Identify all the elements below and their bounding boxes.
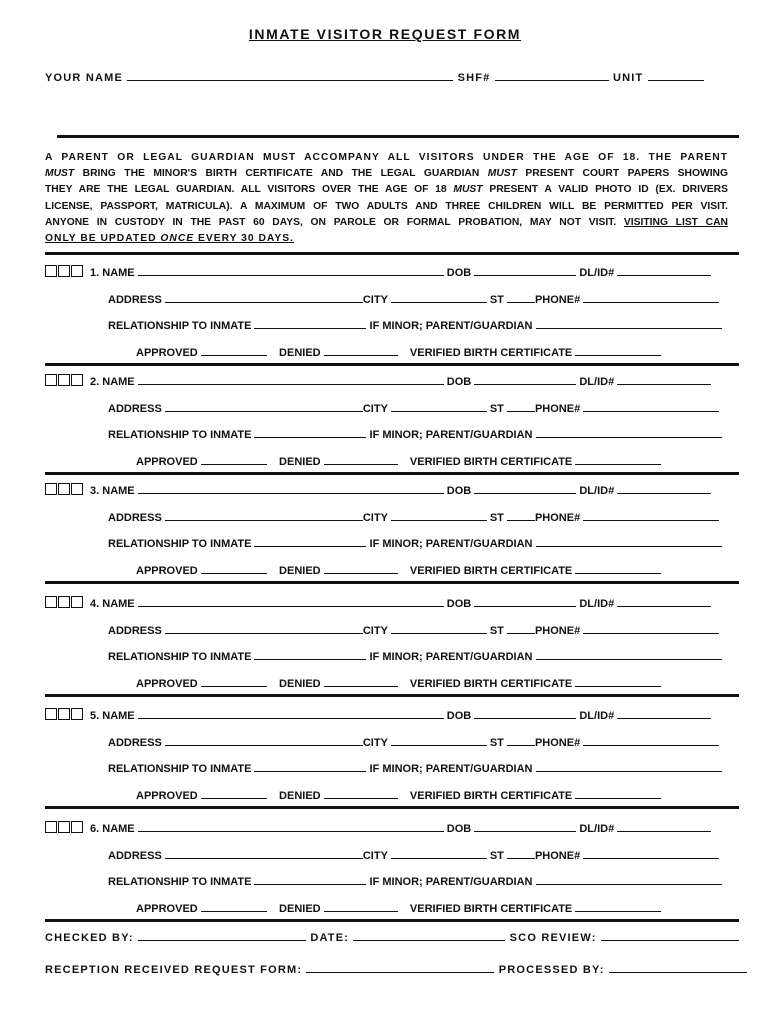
visitor-number: 6. — [90, 823, 100, 835]
address-label: ADDRESS — [108, 294, 162, 306]
relationship-field[interactable] — [254, 318, 366, 329]
relationship-field[interactable] — [254, 427, 366, 438]
verified-birth-certificate-label: VERIFIED BIRTH CERTIFICATE — [409, 790, 573, 802]
dob-label: DOB — [446, 376, 472, 388]
visitor-relationship-row — [108, 536, 722, 550]
visitor-name-row — [45, 374, 711, 388]
section-divider — [45, 581, 739, 584]
city-label: CITY — [362, 625, 388, 637]
checkbox[interactable] — [45, 374, 57, 386]
visitor-address-row — [108, 401, 719, 415]
address-field[interactable] — [165, 735, 363, 746]
city-label: CITY — [362, 850, 388, 862]
relationship-label: RELATIONSHIP TO INMATE — [108, 651, 252, 663]
city-field[interactable] — [391, 292, 487, 303]
checkbox[interactable] — [58, 483, 70, 495]
phone-label: PHONE# — [534, 850, 581, 862]
address-field[interactable] — [165, 623, 363, 634]
checkbox[interactable] — [71, 708, 83, 720]
city-label: CITY — [362, 737, 388, 749]
denied-field[interactable] — [324, 676, 398, 687]
st-field[interactable] — [507, 623, 535, 634]
phone-label: PHONE# — [534, 403, 581, 415]
address-label: ADDRESS — [108, 737, 162, 749]
name-field[interactable] — [138, 708, 444, 719]
address-label: ADDRESS — [108, 625, 162, 637]
name-label: NAME — [102, 823, 135, 835]
checkbox[interactable] — [71, 374, 83, 386]
section-divider — [45, 363, 739, 366]
verified-field[interactable] — [575, 345, 661, 356]
approved-label: APPROVED — [136, 678, 198, 690]
visitor-address-row — [108, 735, 719, 749]
denied-field[interactable] — [324, 345, 398, 356]
visitor-status-row — [136, 345, 661, 359]
shf-field[interactable] — [495, 70, 609, 81]
reception-field[interactable] — [306, 962, 494, 973]
name-label: NAME — [102, 710, 135, 722]
dob-field[interactable] — [474, 374, 576, 385]
dob-field[interactable] — [474, 708, 576, 719]
name-label: NAME — [102, 267, 135, 279]
city-label: CITY — [362, 294, 388, 306]
st-label: ST — [489, 625, 504, 637]
dlid-field[interactable] — [617, 821, 711, 832]
verified-birth-certificate-label: VERIFIED BIRTH CERTIFICATE — [409, 678, 573, 690]
st-field[interactable] — [507, 735, 535, 746]
your-name-label: YOUR NAME — [45, 72, 124, 84]
address-field[interactable] — [165, 848, 363, 859]
divider — [57, 135, 739, 138]
notice-line — [45, 199, 728, 215]
parent-guardian-field[interactable] — [536, 874, 722, 885]
st-field[interactable] — [507, 292, 535, 303]
st-label: ST — [489, 294, 504, 306]
approved-field[interactable] — [201, 345, 267, 356]
visitor-status-row — [136, 563, 661, 577]
visitor-name-row — [45, 265, 711, 279]
city-field[interactable] — [391, 510, 487, 521]
status-checkboxes — [45, 374, 84, 388]
city-label: CITY — [362, 403, 388, 415]
approved-field[interactable] — [201, 454, 267, 465]
dob-label: DOB — [446, 710, 472, 722]
visitor-relationship-row — [108, 318, 722, 332]
visitor-status-row — [136, 454, 661, 468]
notice-text: ANYONE IN CUSTODY IN THE PAST 60 DAYS, ON PAROLE OR FORMAL PROBATION, MAY NOT VISIT. — [45, 216, 624, 228]
approved-field[interactable] — [201, 788, 267, 799]
verified-field[interactable] — [575, 676, 661, 687]
city-field[interactable] — [391, 735, 487, 746]
visitor-relationship-row — [108, 761, 722, 775]
name-label: NAME — [102, 485, 135, 497]
status-checkboxes — [45, 821, 84, 835]
checkbox[interactable] — [45, 483, 57, 495]
footer-row-2 — [45, 962, 747, 976]
dob-label: DOB — [446, 598, 472, 610]
address-field[interactable] — [165, 510, 363, 521]
visitor-relationship-row — [108, 874, 722, 888]
dlid-field[interactable] — [617, 596, 711, 607]
st-label: ST — [489, 850, 504, 862]
date-label: DATE: — [310, 932, 350, 944]
relationship-field[interactable] — [254, 536, 366, 547]
st-field[interactable] — [507, 848, 535, 859]
phone-field[interactable] — [583, 510, 719, 521]
dob-label: DOB — [446, 267, 472, 279]
visitor-number: 4. — [90, 598, 100, 610]
checkbox[interactable] — [45, 821, 57, 833]
visitor-number: 2. — [90, 376, 100, 388]
denied-field[interactable] — [324, 901, 398, 912]
verified-birth-certificate-label: VERIFIED BIRTH CERTIFICATE — [409, 347, 573, 359]
checkbox[interactable] — [71, 265, 83, 277]
denied-label: DENIED — [279, 790, 321, 802]
unit-label: UNIT — [613, 72, 644, 84]
status-checkboxes — [45, 708, 84, 722]
parent-guardian-field[interactable] — [536, 536, 722, 547]
verified-birth-certificate-label: VERIFIED BIRTH CERTIFICATE — [409, 456, 573, 468]
st-label: ST — [489, 737, 504, 749]
sco-review-label: SCO REVIEW: — [509, 932, 597, 944]
notice-line — [45, 182, 728, 198]
dlid-label: DL/ID# — [579, 376, 615, 388]
notice-text: A PARENT OR LEGAL GUARDIAN MUST ACCOMPANY ALL VISITORS UNDER THE AGE OF 18. THE PARENT — [45, 152, 728, 163]
dlid-label: DL/ID# — [579, 823, 615, 835]
notice-text: MUST — [45, 168, 75, 180]
relationship-label: RELATIONSHIP TO INMATE — [108, 320, 252, 332]
visitor-name-row — [45, 596, 711, 610]
relationship-field[interactable] — [254, 874, 366, 885]
parent-guardian-label: IF MINOR; PARENT/GUARDIAN — [369, 763, 533, 775]
denied-field[interactable] — [324, 563, 398, 574]
phone-field[interactable] — [583, 401, 719, 412]
parent-guardian-label: IF MINOR; PARENT/GUARDIAN — [369, 651, 533, 663]
parent-guardian-label: IF MINOR; PARENT/GUARDIAN — [369, 320, 533, 332]
verified-birth-certificate-label: VERIFIED BIRTH CERTIFICATE — [409, 903, 573, 915]
dob-field[interactable] — [474, 821, 576, 832]
visitor-status-row — [136, 901, 661, 915]
st-field[interactable] — [507, 401, 535, 412]
dlid-label: DL/ID# — [579, 710, 615, 722]
date-field[interactable] — [353, 930, 505, 941]
city-field[interactable] — [391, 401, 487, 412]
city-field[interactable] — [391, 848, 487, 859]
verified-field[interactable] — [575, 454, 661, 465]
dlid-field[interactable] — [617, 483, 711, 494]
denied-label: DENIED — [279, 347, 321, 359]
notice-line — [45, 150, 728, 166]
checkbox[interactable] — [71, 483, 83, 495]
parent-guardian-label: IF MINOR; PARENT/GUARDIAN — [369, 876, 533, 888]
parent-guardian-label: IF MINOR; PARENT/GUARDIAN — [369, 538, 533, 550]
checkbox[interactable] — [45, 265, 57, 277]
your-name-field[interactable] — [127, 70, 453, 81]
phone-field[interactable] — [583, 623, 719, 634]
status-checkboxes — [45, 483, 84, 497]
denied-label: DENIED — [279, 903, 321, 915]
denied-label: DENIED — [279, 456, 321, 468]
parent-guardian-field[interactable] — [536, 649, 722, 660]
approved-label: APPROVED — [136, 565, 198, 577]
city-field[interactable] — [391, 623, 487, 634]
name-field[interactable] — [138, 265, 444, 276]
divider — [45, 252, 739, 255]
section-divider — [45, 806, 739, 809]
checked-by-field[interactable] — [138, 930, 306, 941]
denied-label: DENIED — [279, 565, 321, 577]
relationship-label: RELATIONSHIP TO INMATE — [108, 763, 252, 775]
address-field[interactable] — [165, 292, 363, 303]
processed-by-field[interactable] — [609, 962, 747, 973]
dob-label: DOB — [446, 485, 472, 497]
form-title: INMATE VISITOR REQUEST FORM — [248, 26, 522, 42]
name-label: NAME — [102, 598, 135, 610]
status-checkboxes — [45, 265, 84, 279]
parent-guardian-label: IF MINOR; PARENT/GUARDIAN — [369, 429, 533, 441]
approved-label: APPROVED — [136, 456, 198, 468]
unit-field[interactable] — [648, 70, 704, 81]
approved-label: APPROVED — [136, 347, 198, 359]
approved-field[interactable] — [201, 676, 267, 687]
status-checkboxes — [45, 596, 84, 610]
denied-field[interactable] — [324, 788, 398, 799]
notice-text: ONLY BE UPDATED — [45, 233, 161, 245]
notice-text: PRESENT COURT PAPERS SHOWING — [516, 168, 728, 180]
relationship-label: RELATIONSHIP TO INMATE — [108, 429, 252, 441]
shf-label: SHF# — [457, 72, 491, 84]
checkbox[interactable] — [45, 708, 57, 720]
phone-field[interactable] — [583, 848, 719, 859]
notice-text: BRING THE MINOR'S BIRTH CERTIFICATE AND THE LEGAL GUARDIAN — [74, 168, 488, 180]
dlid-label: DL/ID# — [579, 598, 615, 610]
visitor-name-row — [45, 821, 711, 835]
relationship-label: RELATIONSHIP TO INMATE — [108, 538, 252, 550]
dlid-field[interactable] — [617, 374, 711, 385]
notice-text: PRESENT A VALID PHOTO ID (EX. DRIVERS — [482, 184, 728, 196]
notice-text: THEY ARE THE LEGAL GUARDIAN. ALL VISITORS OVER THE AGE OF 18 — [45, 184, 454, 196]
checkbox[interactable] — [58, 708, 70, 720]
address-label: ADDRESS — [108, 850, 162, 862]
name-label: NAME — [102, 376, 135, 388]
visitor-address-row — [108, 623, 719, 637]
st-label: ST — [489, 403, 504, 415]
name-field[interactable] — [138, 596, 444, 607]
visitor-address-row — [108, 848, 719, 862]
visitor-number: 5. — [90, 710, 100, 722]
notice-text: EVERY 30 DAYS. — [194, 233, 295, 245]
parent-guardian-field[interactable] — [536, 318, 722, 329]
notice-text: ONCE — [160, 233, 195, 245]
approved-label: APPROVED — [136, 903, 198, 915]
phone-label: PHONE# — [534, 512, 581, 524]
visitor-number: 1. — [90, 267, 100, 279]
visitor-address-row — [108, 292, 719, 306]
phone-field[interactable] — [583, 735, 719, 746]
sco-review-field[interactable] — [601, 930, 739, 941]
name-field[interactable] — [138, 374, 444, 385]
notice-text: MUST — [487, 168, 517, 180]
checkbox[interactable] — [58, 265, 70, 277]
visitor-status-row — [136, 788, 661, 802]
notice-line — [45, 215, 728, 231]
visitor-number: 3. — [90, 485, 100, 497]
notice-line — [45, 166, 728, 182]
checkbox[interactable] — [71, 821, 83, 833]
denied-label: DENIED — [279, 678, 321, 690]
visitor-name-row — [45, 483, 711, 497]
dob-field[interactable] — [474, 596, 576, 607]
checkbox[interactable] — [58, 374, 70, 386]
notice-text: VISITING LIST CAN — [623, 216, 728, 228]
approved-field[interactable] — [201, 901, 267, 912]
phone-label: PHONE# — [534, 294, 581, 306]
header-row — [45, 70, 704, 84]
parent-guardian-field[interactable] — [536, 427, 722, 438]
notice-line — [45, 231, 728, 247]
visitor-relationship-row — [108, 427, 722, 441]
city-label: CITY — [362, 512, 388, 524]
dlid-label: DL/ID# — [579, 267, 615, 279]
verified-field[interactable] — [575, 788, 661, 799]
relationship-label: RELATIONSHIP TO INMATE — [108, 876, 252, 888]
parent-guardian-field[interactable] — [536, 761, 722, 772]
reception-label: RECEPTION RECEIVED REQUEST FORM: — [45, 964, 303, 976]
visitor-status-row — [136, 676, 661, 690]
dob-field[interactable] — [474, 265, 576, 276]
verified-field[interactable] — [575, 563, 661, 574]
visitor-name-row — [45, 708, 711, 722]
verified-birth-certificate-label: VERIFIED BIRTH CERTIFICATE — [409, 565, 573, 577]
dlid-field[interactable] — [617, 708, 711, 719]
dlid-label: DL/ID# — [579, 485, 615, 497]
checkbox[interactable] — [45, 596, 57, 608]
name-field[interactable] — [138, 821, 444, 832]
notice-text: MUST — [453, 184, 483, 196]
checkbox[interactable] — [58, 821, 70, 833]
section-divider — [45, 472, 739, 475]
processed-by-label: PROCESSED BY: — [498, 964, 605, 976]
dob-field[interactable] — [474, 483, 576, 494]
footer-row-1 — [45, 930, 739, 944]
name-field[interactable] — [138, 483, 444, 494]
address-label: ADDRESS — [108, 512, 162, 524]
section-divider — [45, 919, 739, 922]
address-field[interactable] — [165, 401, 363, 412]
phone-field[interactable] — [583, 292, 719, 303]
relationship-field[interactable] — [254, 649, 366, 660]
dob-label: DOB — [446, 823, 472, 835]
phone-label: PHONE# — [534, 737, 581, 749]
dlid-field[interactable] — [617, 265, 711, 276]
approved-field[interactable] — [201, 563, 267, 574]
checked-by-label: CHECKED BY: — [45, 932, 134, 944]
checkbox[interactable] — [71, 596, 83, 608]
checkbox[interactable] — [58, 596, 70, 608]
address-label: ADDRESS — [108, 403, 162, 415]
approved-label: APPROVED — [136, 790, 198, 802]
verified-field[interactable] — [575, 901, 661, 912]
visitor-address-row — [108, 510, 719, 524]
st-field[interactable] — [507, 510, 535, 521]
phone-label: PHONE# — [534, 625, 581, 637]
st-label: ST — [489, 512, 504, 524]
denied-field[interactable] — [324, 454, 398, 465]
section-divider — [45, 694, 739, 697]
visitor-notice — [45, 150, 728, 247]
notice-text: LICENSE, PASSPORT, MATRICULA). A MAXIMUM OF TWO ADULTS AND THREE CHILDREN WILL BE PERMITTED PER VISIT. — [45, 200, 728, 212]
relationship-field[interactable] — [254, 761, 366, 772]
visitor-relationship-row — [108, 649, 722, 663]
